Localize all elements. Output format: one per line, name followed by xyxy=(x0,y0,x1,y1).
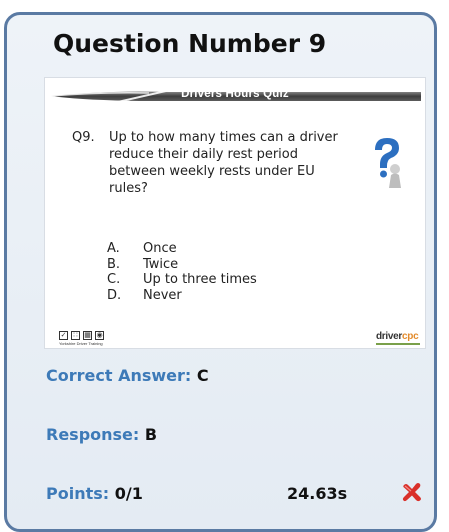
checkbox-icon: ✓ xyxy=(60,331,67,339)
driver-cpc-logo xyxy=(376,331,418,342)
option-b xyxy=(107,257,257,273)
option-letter: B. xyxy=(107,256,121,272)
points-value: 0/1 xyxy=(114,484,143,503)
question-mark-figure-icon xyxy=(367,136,407,188)
option-text: Never xyxy=(143,287,182,303)
response-value: B xyxy=(144,425,158,444)
truck-icon: ▦ xyxy=(84,331,91,339)
slide-question-text xyxy=(109,129,349,197)
wheel-icon: ◉ xyxy=(96,331,103,339)
question-line: reduce their daily rest period xyxy=(109,147,298,162)
quiz-slide-image xyxy=(44,77,426,349)
question-line: rules? xyxy=(109,181,148,196)
points-label: Points: xyxy=(46,484,110,503)
option-text: Once xyxy=(143,241,177,256)
correct-answer-row xyxy=(46,366,209,385)
correct-answer-label: Correct Answer: xyxy=(46,366,192,385)
option-c xyxy=(107,272,257,288)
response-label: Response: xyxy=(46,425,140,444)
logo-part-cpc: cpc xyxy=(402,331,419,342)
option-a xyxy=(107,241,257,257)
option-text: Twice xyxy=(143,256,179,272)
slide-question-number: Q9. xyxy=(72,130,95,145)
option-text: Up to three times xyxy=(143,272,257,287)
option-letter: A. xyxy=(107,241,120,256)
logo-part-driver: driver xyxy=(376,331,402,342)
red-x-icon xyxy=(401,482,423,502)
yorkshire-driver-training-logo xyxy=(59,331,119,347)
logo-underline xyxy=(376,343,420,345)
logo-caption: Yorkshire Driver Training xyxy=(59,341,103,346)
option-d xyxy=(107,288,257,304)
option-letter: D. xyxy=(107,287,122,303)
answer-options xyxy=(107,241,257,303)
slide-banner xyxy=(49,84,421,106)
correct-answer-value: C xyxy=(196,366,209,385)
time-taken: 24.63s xyxy=(287,484,348,503)
grid-icon: ∷ xyxy=(71,331,80,340)
option-letter: C. xyxy=(107,272,121,287)
question-heading: Question Number 9 xyxy=(53,29,327,58)
response-row xyxy=(46,425,157,444)
question-line: between weekly rests under EU xyxy=(109,164,315,179)
question-line: Up to how many times can a driver xyxy=(109,130,338,145)
slide-banner-title: Drivers Hours Quiz xyxy=(181,88,289,100)
points-row xyxy=(46,484,143,503)
